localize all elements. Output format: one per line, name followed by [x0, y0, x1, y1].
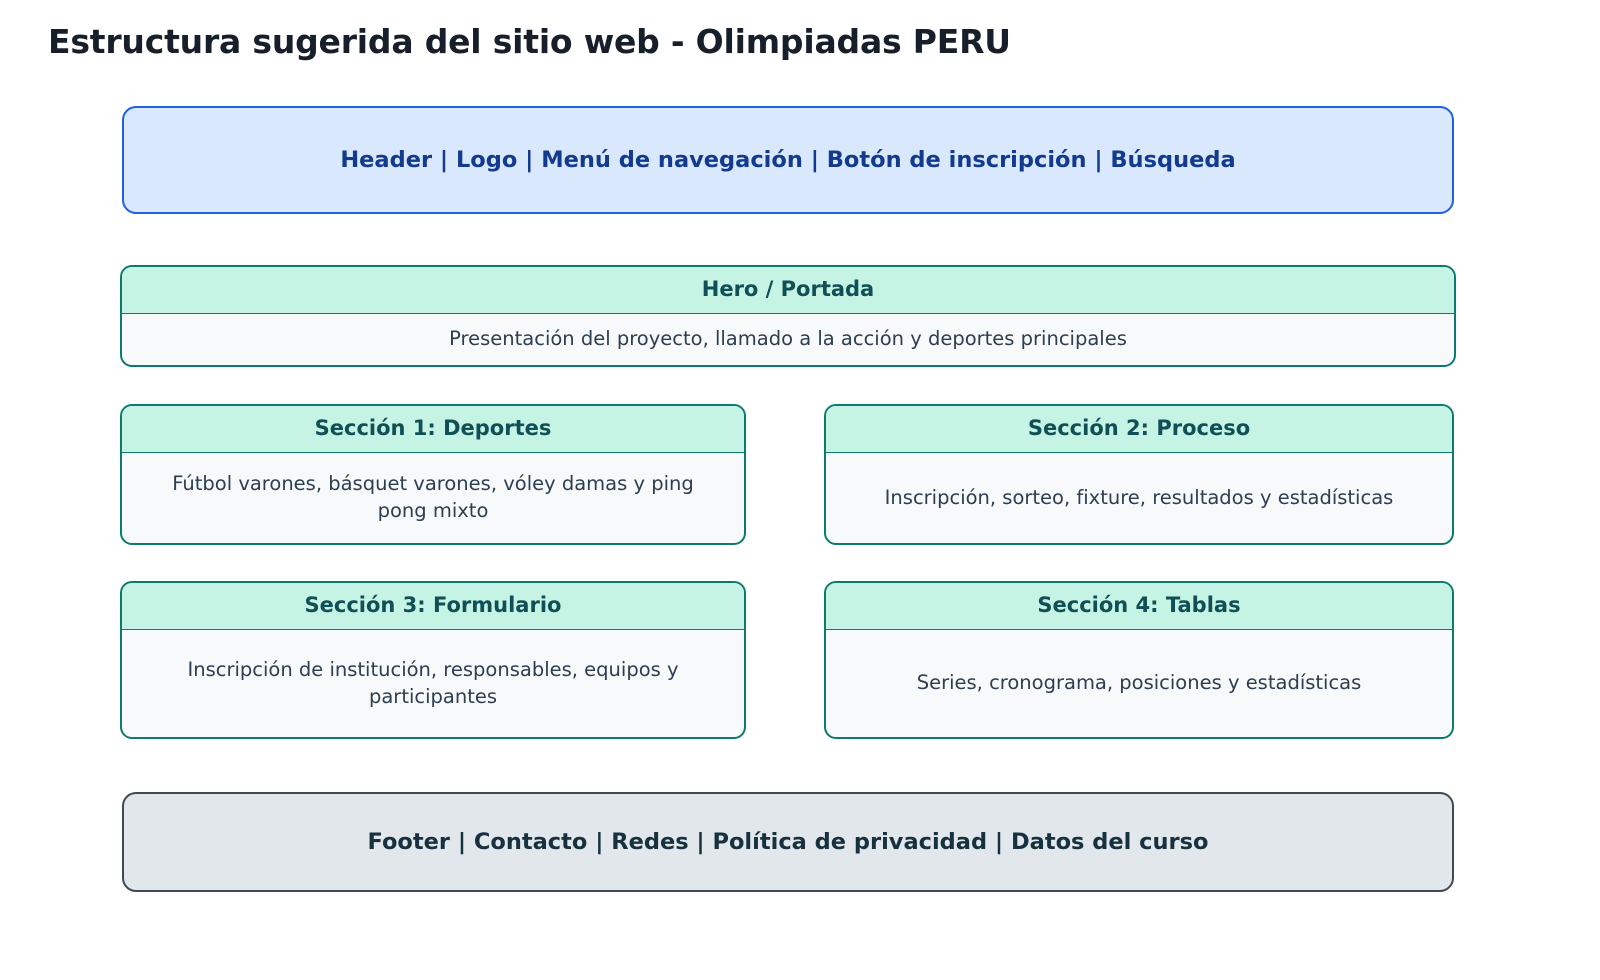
hero-block-title: Hero / Portada — [122, 267, 1454, 314]
section-3-title: Sección 3: Formulario — [122, 583, 744, 630]
footer-block-label: Footer | Contacto | Redes | Política de privacidad | Datos del curso — [367, 829, 1209, 855]
header-block-label: Header | Logo | Menú de navegación | Botón de inscripción | Búsqueda — [340, 147, 1236, 173]
header-block — [122, 106, 1454, 214]
section-4-title: Sección 4: Tablas — [826, 583, 1452, 630]
section-4-body: Series, cronograma, posiciones y estadísticas — [916, 671, 1362, 695]
section-2-proceso-block — [824, 404, 1454, 545]
footer-block — [122, 792, 1454, 892]
hero-block-body: Presentación del proyecto, llamado a la acción y deportes principales — [449, 327, 1127, 351]
section-1-body: Fútbol varones, básquet varones, vóley damas y ping pong mixto — [172, 472, 694, 523]
hero-block — [120, 265, 1456, 367]
section-2-body: Inscripción, sorteo, fixture, resultados y estadísticas — [884, 485, 1394, 509]
section-1-title: Sección 1: Deportes — [122, 406, 744, 453]
section-3-body: Inscripción de institución, responsables, equipos y participantes — [187, 657, 679, 708]
section-1-deportes-block — [120, 404, 746, 545]
page-title: Estructura sugerida del sitio web - Olimpiadas PERU — [48, 22, 1011, 61]
section-2-title: Sección 2: Proceso — [826, 406, 1452, 453]
section-4-tablas-block — [824, 581, 1454, 739]
section-3-formulario-block — [120, 581, 746, 739]
